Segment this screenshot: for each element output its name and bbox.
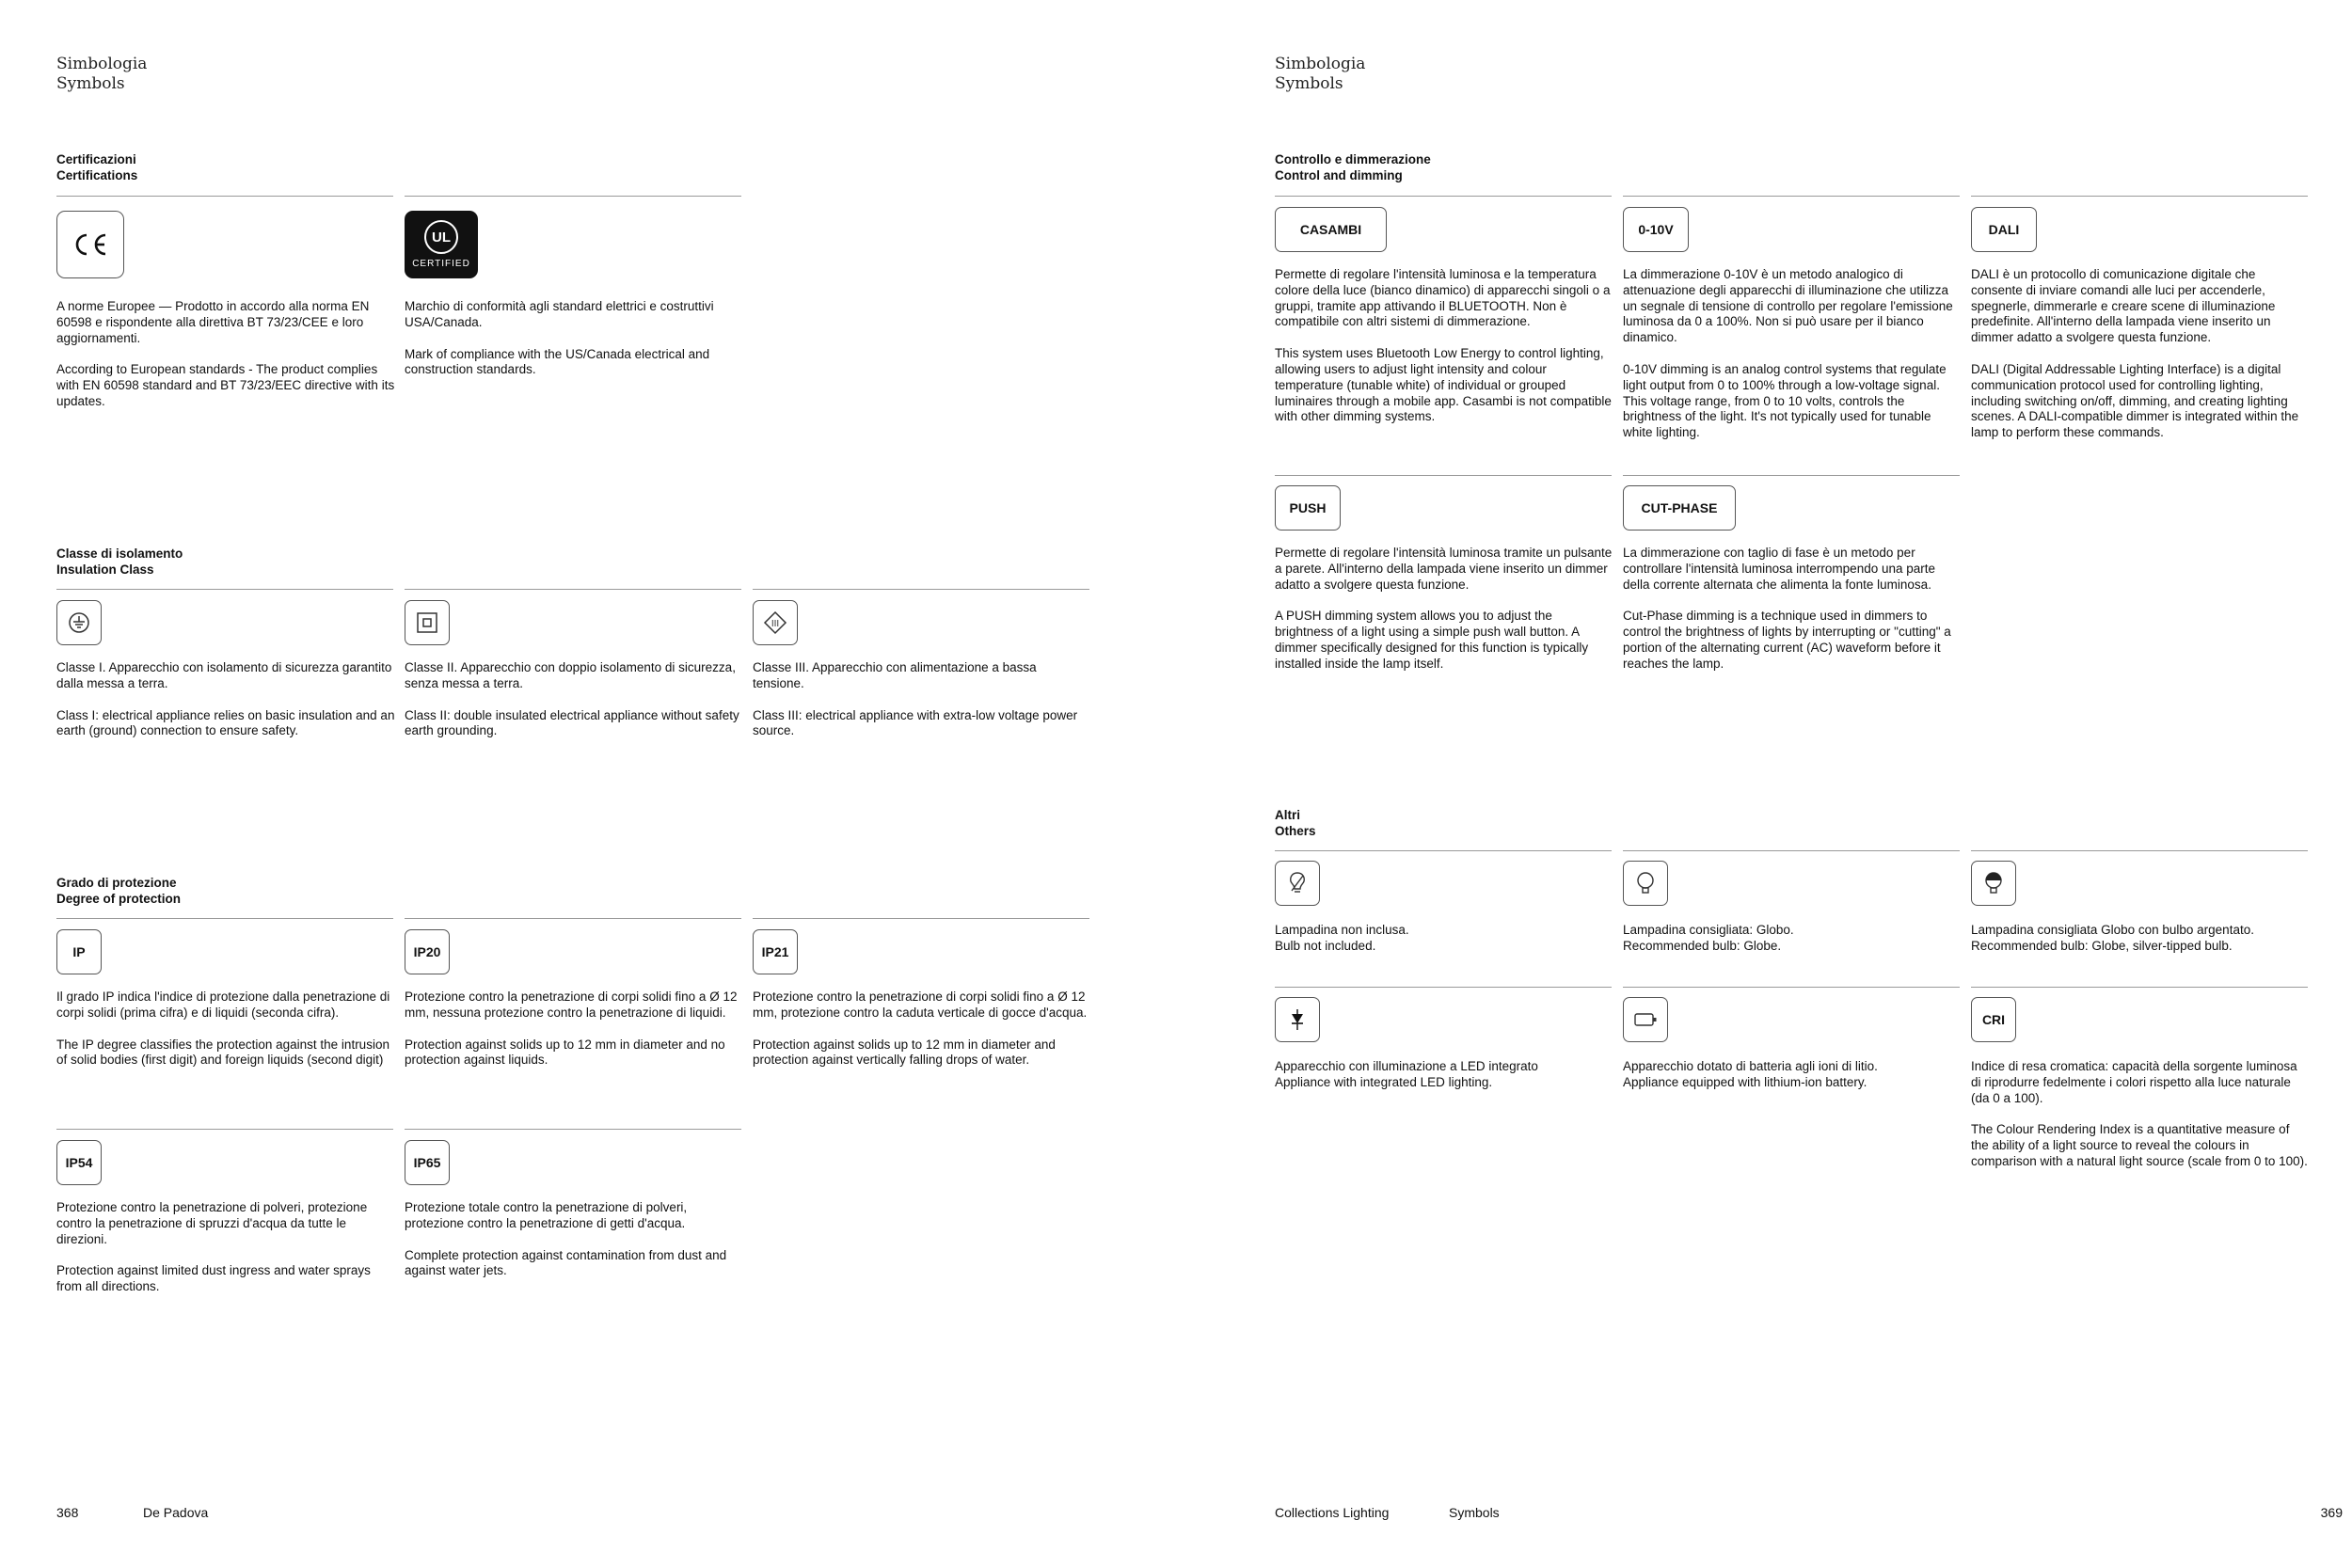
insulation-title-en: Insulation Class: [56, 562, 154, 577]
dali-badge: DALI: [1971, 207, 2037, 252]
text-en: Class I: electrical appliance relies on basic insulation and an earth (ground) connection to ensure safety.: [56, 707, 395, 738]
text-en: Recommended bulb: Globe, silver-tipped bulb.: [1971, 938, 2233, 953]
divider: [1275, 196, 1612, 197]
integrated-led-description: [1275, 1059, 1613, 1091]
divider: [1623, 196, 1960, 197]
divider: [56, 589, 393, 590]
text-en: Appliance with integrated LED lighting.: [1275, 1074, 1493, 1089]
header-title-it: Simbologia: [56, 55, 148, 73]
text-en: Cut-Phase dimming is a technique used in dimmers to control the brightness of lights by interrupting or "cutting" a portion of the alternating current (AC) waveform before it reaches the lamp.: [1623, 609, 1951, 671]
battery-description: [1623, 1059, 1962, 1091]
text-it: La dimmerazione con taglio di fase è un metodo per controllare l'intensità luminosa interrompendo una parte della corrente alternata che alimenta la fonte luminosa.: [1623, 546, 1936, 592]
text-en: Recommended bulb: Globe.: [1623, 938, 1782, 953]
casambi-badge: CASAMBI: [1275, 207, 1387, 252]
text-en: Bulb not included.: [1275, 938, 1376, 953]
text-it: Classe I. Apparecchio con isolamento di sicurezza garantito dalla messa a terra.: [56, 660, 392, 690]
text-it: Apparecchio con illuminazione a LED integrato: [1275, 1059, 1538, 1073]
divider: [405, 196, 741, 197]
divider: [1275, 850, 1612, 851]
text-it: Apparecchio dotato di batteria agli ioni di litio.: [1623, 1059, 1878, 1073]
ip-badge: IP: [56, 929, 102, 974]
class-3-description: [753, 660, 1091, 755]
text-it: Lampadina consigliata Globo con bulbo argentato.: [1971, 923, 2254, 937]
ul-certified-label: CERTIFIED: [412, 259, 470, 269]
text-it: A norme Europee — Prodotto in accordo alla norma EN 60598 e rispondente alla direttiva BT 73/23/CEE e loro aggiornamenti.: [56, 299, 370, 345]
footer-brand: De Padova: [143, 1505, 209, 1520]
divider: [1971, 196, 2308, 197]
divider: [405, 589, 741, 590]
insulation-title: [56, 546, 183, 578]
ip21-badge: IP21: [753, 929, 798, 974]
divider: [56, 1129, 393, 1130]
text-en: DALI (Digital Addressable Lighting Interface) is a digital communication protocol used for controlling lighting, including switching on/off, dimming, and creating lighting scenes. A DALI-compatible dimmer is integrated within the lamp to perform these commands.: [1971, 361, 2299, 440]
dali-description: [1971, 267, 2310, 457]
push-badge: PUSH: [1275, 485, 1341, 531]
text-en: The Colour Rendering Index is a quantitative measure of the ability of a light source to reveal the colours in comparison with a natural light source (scale from 0 to 100).: [1971, 1122, 2308, 1168]
class-2-double-insulation-icon: [405, 600, 450, 645]
divider: [753, 918, 1089, 919]
header-title-en: Symbols: [1275, 74, 1343, 93]
text-it: Protezione contro la penetrazione di corpi solidi fino a Ø 12 mm, protezione contro la caduta verticale di gocce d'acqua.: [753, 990, 1088, 1020]
ip65-description: [405, 1200, 743, 1295]
ip20-badge: IP20: [405, 929, 450, 974]
certifications-title: [56, 151, 137, 183]
divider: [1623, 850, 1960, 851]
footer-section: Symbols: [1449, 1505, 1500, 1520]
text-en: Protection against solids up to 12 mm in diameter and no protection against liquids.: [405, 1037, 725, 1068]
protection-title-en: Degree of protection: [56, 892, 182, 906]
silver-tipped-bulb-description: [1971, 923, 2310, 955]
others-title: [1275, 807, 1316, 839]
ce-mark-icon: [56, 211, 124, 278]
text-en: This system uses Bluetooth Low Energy to control lighting, allowing users to adjust light intensity and colour temperature (tunable white) of individual or grouped luminaires through a mobile app. Casambi is not compatible with other dimming systems.: [1275, 346, 1612, 424]
divider: [1971, 987, 2308, 988]
divider: [1275, 987, 1612, 988]
svg-text:III: III: [771, 619, 780, 629]
0-10v-badge: 0-10V: [1623, 207, 1689, 252]
cri-description: [1971, 1059, 2310, 1186]
text-it: Permette di regolare l'intensità luminosa tramite un pulsante a parete. All'interno della lampada viene inserito un dimmer adatto a svolgere questa funzione.: [1275, 546, 1613, 592]
insulation-title-it: Classe di isolamento: [56, 546, 183, 561]
ip54-description: [56, 1200, 395, 1311]
battery-icon: [1623, 997, 1668, 1042]
certifications-title-en: Certifications: [56, 168, 138, 182]
text-it: Lampadina consigliata: Globo.: [1623, 923, 1794, 937]
divider: [1623, 475, 1960, 476]
header-title-it: Simbologia: [1275, 55, 1366, 73]
text-en: Complete protection against contamination from dust and against water jets.: [405, 1247, 727, 1278]
class-1-earth-icon: [56, 600, 102, 645]
page-number: 368: [56, 1505, 79, 1520]
0-10v-description: [1623, 267, 1962, 457]
divider: [753, 589, 1089, 590]
casambi-description: [1275, 267, 1613, 441]
class-2-description: [405, 660, 743, 755]
control-title: [1275, 151, 1431, 183]
cut-phase-description: [1623, 546, 1962, 689]
ip54-badge: IP54: [56, 1140, 102, 1185]
right-page: [1176, 0, 2352, 1568]
page-number: 369: [2320, 1505, 2343, 1520]
ip65-badge: IP65: [405, 1140, 450, 1185]
globe-bulb-description: [1623, 923, 1962, 955]
divider: [1971, 850, 2308, 851]
ul-logo-circle: UL: [424, 220, 458, 254]
text-it: Indice di resa cromatica: capacità della sorgente luminosa di riprodurre fedelmente i colori rispetto alla luce naturale (da 0 a 100).: [1971, 1059, 2297, 1105]
divider: [56, 918, 393, 919]
certifications-title-it: Certificazioni: [56, 152, 136, 166]
text-it: Protezione contro la penetrazione di corpi solidi fino a Ø 12 mm, nessuna protezione contro la penetrazione di liquidi.: [405, 990, 738, 1020]
text-it: Marchio di conformità agli standard elettrici e costruttivi USA/Canada.: [405, 299, 714, 329]
text-it: Protezione totale contro la penetrazione di polveri, protezione contro la penetrazione di getti d'acqua.: [405, 1200, 688, 1230]
ul-certified-icon: [405, 211, 478, 278]
bulb-not-included-description: [1275, 923, 1613, 955]
text-en: Appliance equipped with lithium-ion battery.: [1623, 1074, 1867, 1089]
push-description: [1275, 546, 1613, 689]
integrated-led-icon: [1275, 997, 1320, 1042]
control-title-it: Controllo e dimmerazione: [1275, 152, 1431, 166]
text-en: Mark of compliance with the US/Canada electrical and construction standards.: [405, 346, 710, 377]
text-en: A PUSH dimming system allows you to adjust the brightness of a light using a simple push wall button. A dimmer specifically designed for this function is typically installed inside the lamp itself.: [1275, 609, 1589, 671]
page-header: [1275, 55, 1365, 94]
text-en: Class II: double insulated electrical appliance without safety earth grounding.: [405, 707, 739, 738]
text-it: Il grado IP indica l'indice di protezione dalla penetrazione di corpi solidi (prima cifra) e di liquidi (seconda cifra).: [56, 990, 390, 1020]
class-1-description: [56, 660, 395, 755]
ip21-description: [753, 990, 1091, 1085]
text-it: Classe III. Apparecchio con alimentazione a bassa tensione.: [753, 660, 1037, 690]
cert-ce-description: [56, 299, 395, 426]
protection-title: [56, 875, 181, 907]
protection-title-it: Grado di protezione: [56, 876, 177, 890]
text-it: Permette di regolare l'intensità luminosa e la temperatura colore della luce (bianco dinamico) di apparecchi singoli o a gruppi, tramite app attivando il BLUETOOTH. Non è compatibile con altri sistemi di dimmerazione.: [1275, 267, 1611, 329]
divider: [405, 918, 741, 919]
ip-description: [56, 990, 395, 1085]
text-it: DALI è un protocollo di comunicazione digitale che consente di inviare comandi alle luci per accenderle, spegnerle, dimmerarle e creare scene di illuminazione predefinite. All'interno della lampada viene inserito un dimmer adatto a svolgere questa funzione.: [1971, 267, 2276, 345]
text-en: Protection against solids up to 12 mm in diameter and protection against vertically falling drops of water.: [753, 1037, 1056, 1068]
cri-badge: CRI: [1971, 997, 2016, 1042]
text-it: Protezione contro la penetrazione di polveri, protezione contro la penetrazione di spruzzi d'acqua da tutte le direzioni.: [56, 1200, 368, 1246]
text-en: According to European standards - The product complies with EN 60598 standard and BT 73/23/EEC directive with its updates.: [56, 362, 395, 408]
cut-phase-badge: CUT-PHASE: [1623, 485, 1736, 531]
text-en: The IP degree classifies the protection against the intrusion of solid bodies (first digit) and foreign liquids (second digit): [56, 1037, 389, 1068]
text-en: Class III: electrical appliance with extra-low voltage power source.: [753, 707, 1078, 738]
page-header: [56, 55, 147, 94]
text-it: Classe II. Apparecchio con doppio isolamento di sicurezza, senza messa a terra.: [405, 660, 736, 690]
bulb-not-included-icon: [1275, 861, 1320, 906]
divider: [56, 196, 393, 197]
footer-collection: Collections Lighting: [1275, 1505, 1390, 1520]
text-en: 0-10V dimming is an analog control systems that regulate light output from 0 to 100% through a low-voltage signal. This voltage range, from 0 to 10 volts, controls the brightness of the light. It's not typically used for tunable white lighting.: [1623, 361, 1947, 440]
others-title-en: Others: [1275, 824, 1316, 838]
class-3-low-voltage-icon: [753, 600, 798, 645]
header-title-en: Symbols: [56, 74, 125, 93]
ip20-description: [405, 990, 743, 1085]
cert-ul-description: [405, 299, 743, 394]
globe-bulb-icon: [1623, 861, 1668, 906]
text-it: La dimmerazione 0-10V è un metodo analogico di attenuazione degli apparecchi di illuminazione che utilizza un segnale di tensione di controllo per regolare l'emissione luminosa da 0 a 100%. Non si può usare per il bianco dinamico.: [1623, 267, 1953, 345]
text-en: Protection against limited dust ingress and water sprays from all directions.: [56, 1263, 371, 1294]
control-title-en: Control and dimming: [1275, 168, 1403, 182]
divider: [405, 1129, 741, 1130]
divider: [1275, 475, 1612, 476]
silver-tipped-bulb-icon: [1971, 861, 2016, 906]
others-title-it: Altri: [1275, 808, 1300, 822]
divider: [1623, 987, 1960, 988]
text-it: Lampadina non inclusa.: [1275, 923, 1409, 937]
